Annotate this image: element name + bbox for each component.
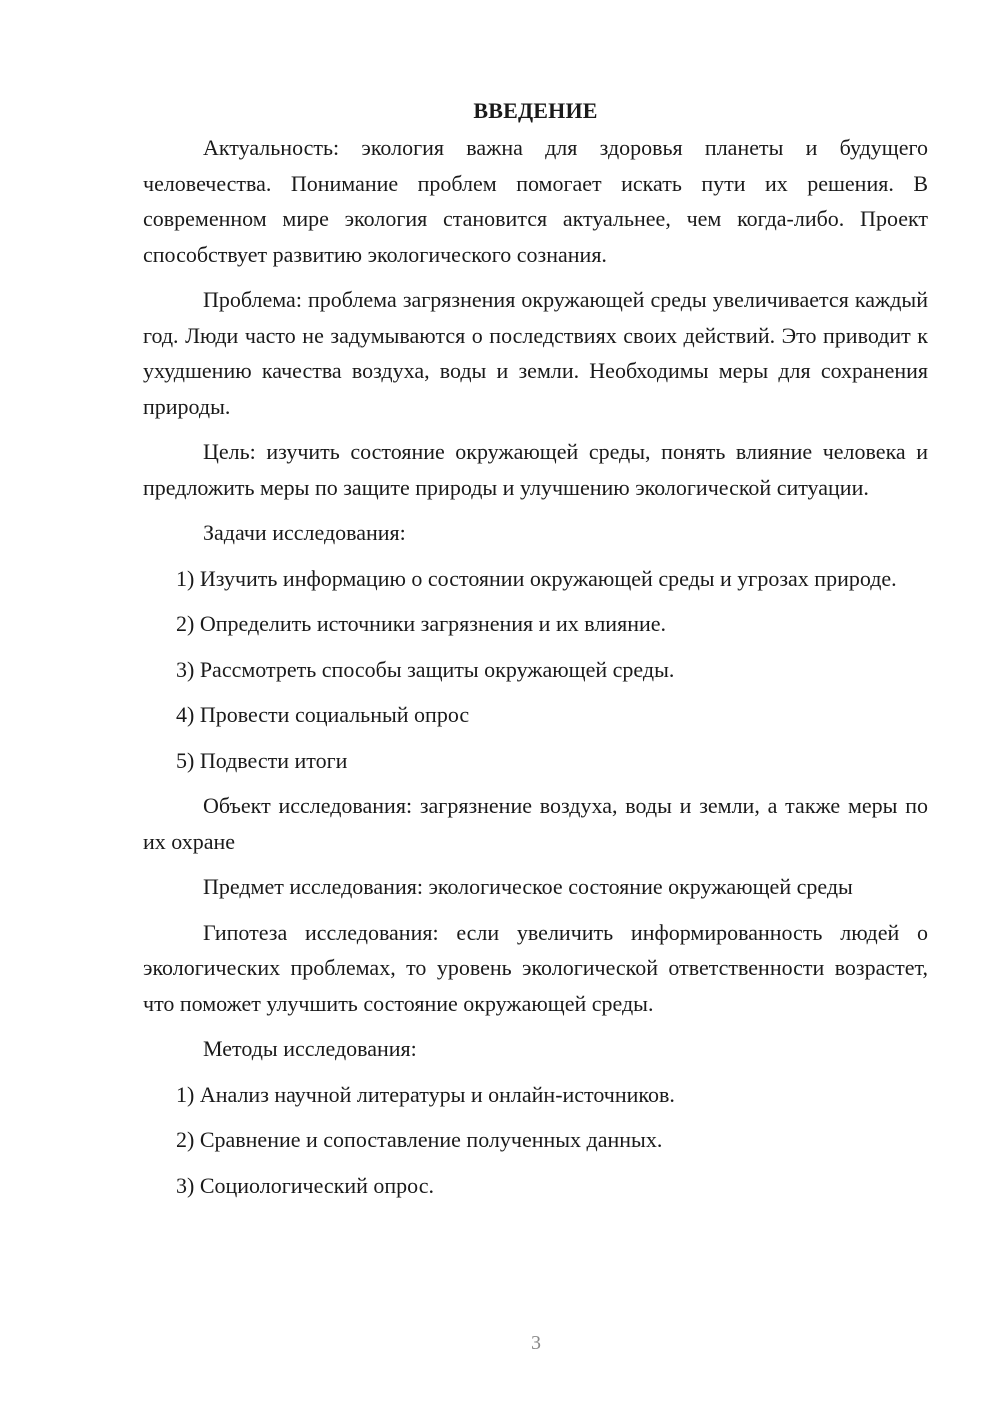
- document-page: [143, 96, 928, 1213]
- paragraph-goal: Цель: изучить состояние окружающей среды, понять влияние человека и предложить меры по защите природы и улучшению экологической ситуации.: [143, 439, 928, 500]
- page-number: 3: [531, 1332, 541, 1354]
- list-item-method-3: 3) Социологический опрос.: [176, 1172, 434, 1198]
- list-item-task-4: 4) Провести социальный опрос: [176, 702, 470, 727]
- list-item-method-1: 1) Анализ научной литературы и онлайн-источников.: [176, 1081, 675, 1107]
- paragraph-methods-heading: Методы исследования:: [203, 1036, 417, 1061]
- paragraph-problem: Проблема: проблема загрязнения окружающей среды увеличивается каждый год. Люди часто не задумываются о последствиях своих действий. Это приводит к ухудшению качества воздуха, воды и земли. Необходимы меры для сохранения природы.: [143, 287, 928, 419]
- list-item-task-1: 1) Изучить информацию о состоянии окружающей среды и угрозах природе.: [176, 565, 897, 591]
- paragraph-subject: Предмет исследования: экологическое состояние окружающей среды: [203, 874, 853, 899]
- section-title: ВВЕДЕНИЕ: [473, 98, 598, 123]
- list-item-method-2: 2) Сравнение и сопоставление полученных данных.: [176, 1127, 663, 1152]
- list-item-task-5: 5) Подвести итоги: [176, 747, 348, 773]
- list-item-task-3: 3) Рассмотреть способы защиты окружающей среды.: [176, 656, 675, 682]
- paragraph-hypothesis: Гипотеза исследования: если увеличить информированность людей о экологических проблемах, то уровень экологической ответственности возрастет, что поможет улучшить состояние окружающей среды.: [143, 919, 928, 1016]
- paragraph-relevance: Актуальность: экология важна для здоровья планеты и будущего человечества. Понимание проблем помогает искать пути их решения. В современном мире экология становится актуальнее, чем когда-либо. Проект способствует развитию экологического сознания.: [143, 135, 928, 267]
- paragraph-tasks-heading: Задачи исследования:: [203, 520, 406, 545]
- list-item-task-2: 2) Определить источники загрязнения и их влияние.: [176, 611, 667, 636]
- paragraph-object: Объект исследования: загрязнение воздуха, воды и земли, а также меры по их охране: [143, 793, 928, 854]
